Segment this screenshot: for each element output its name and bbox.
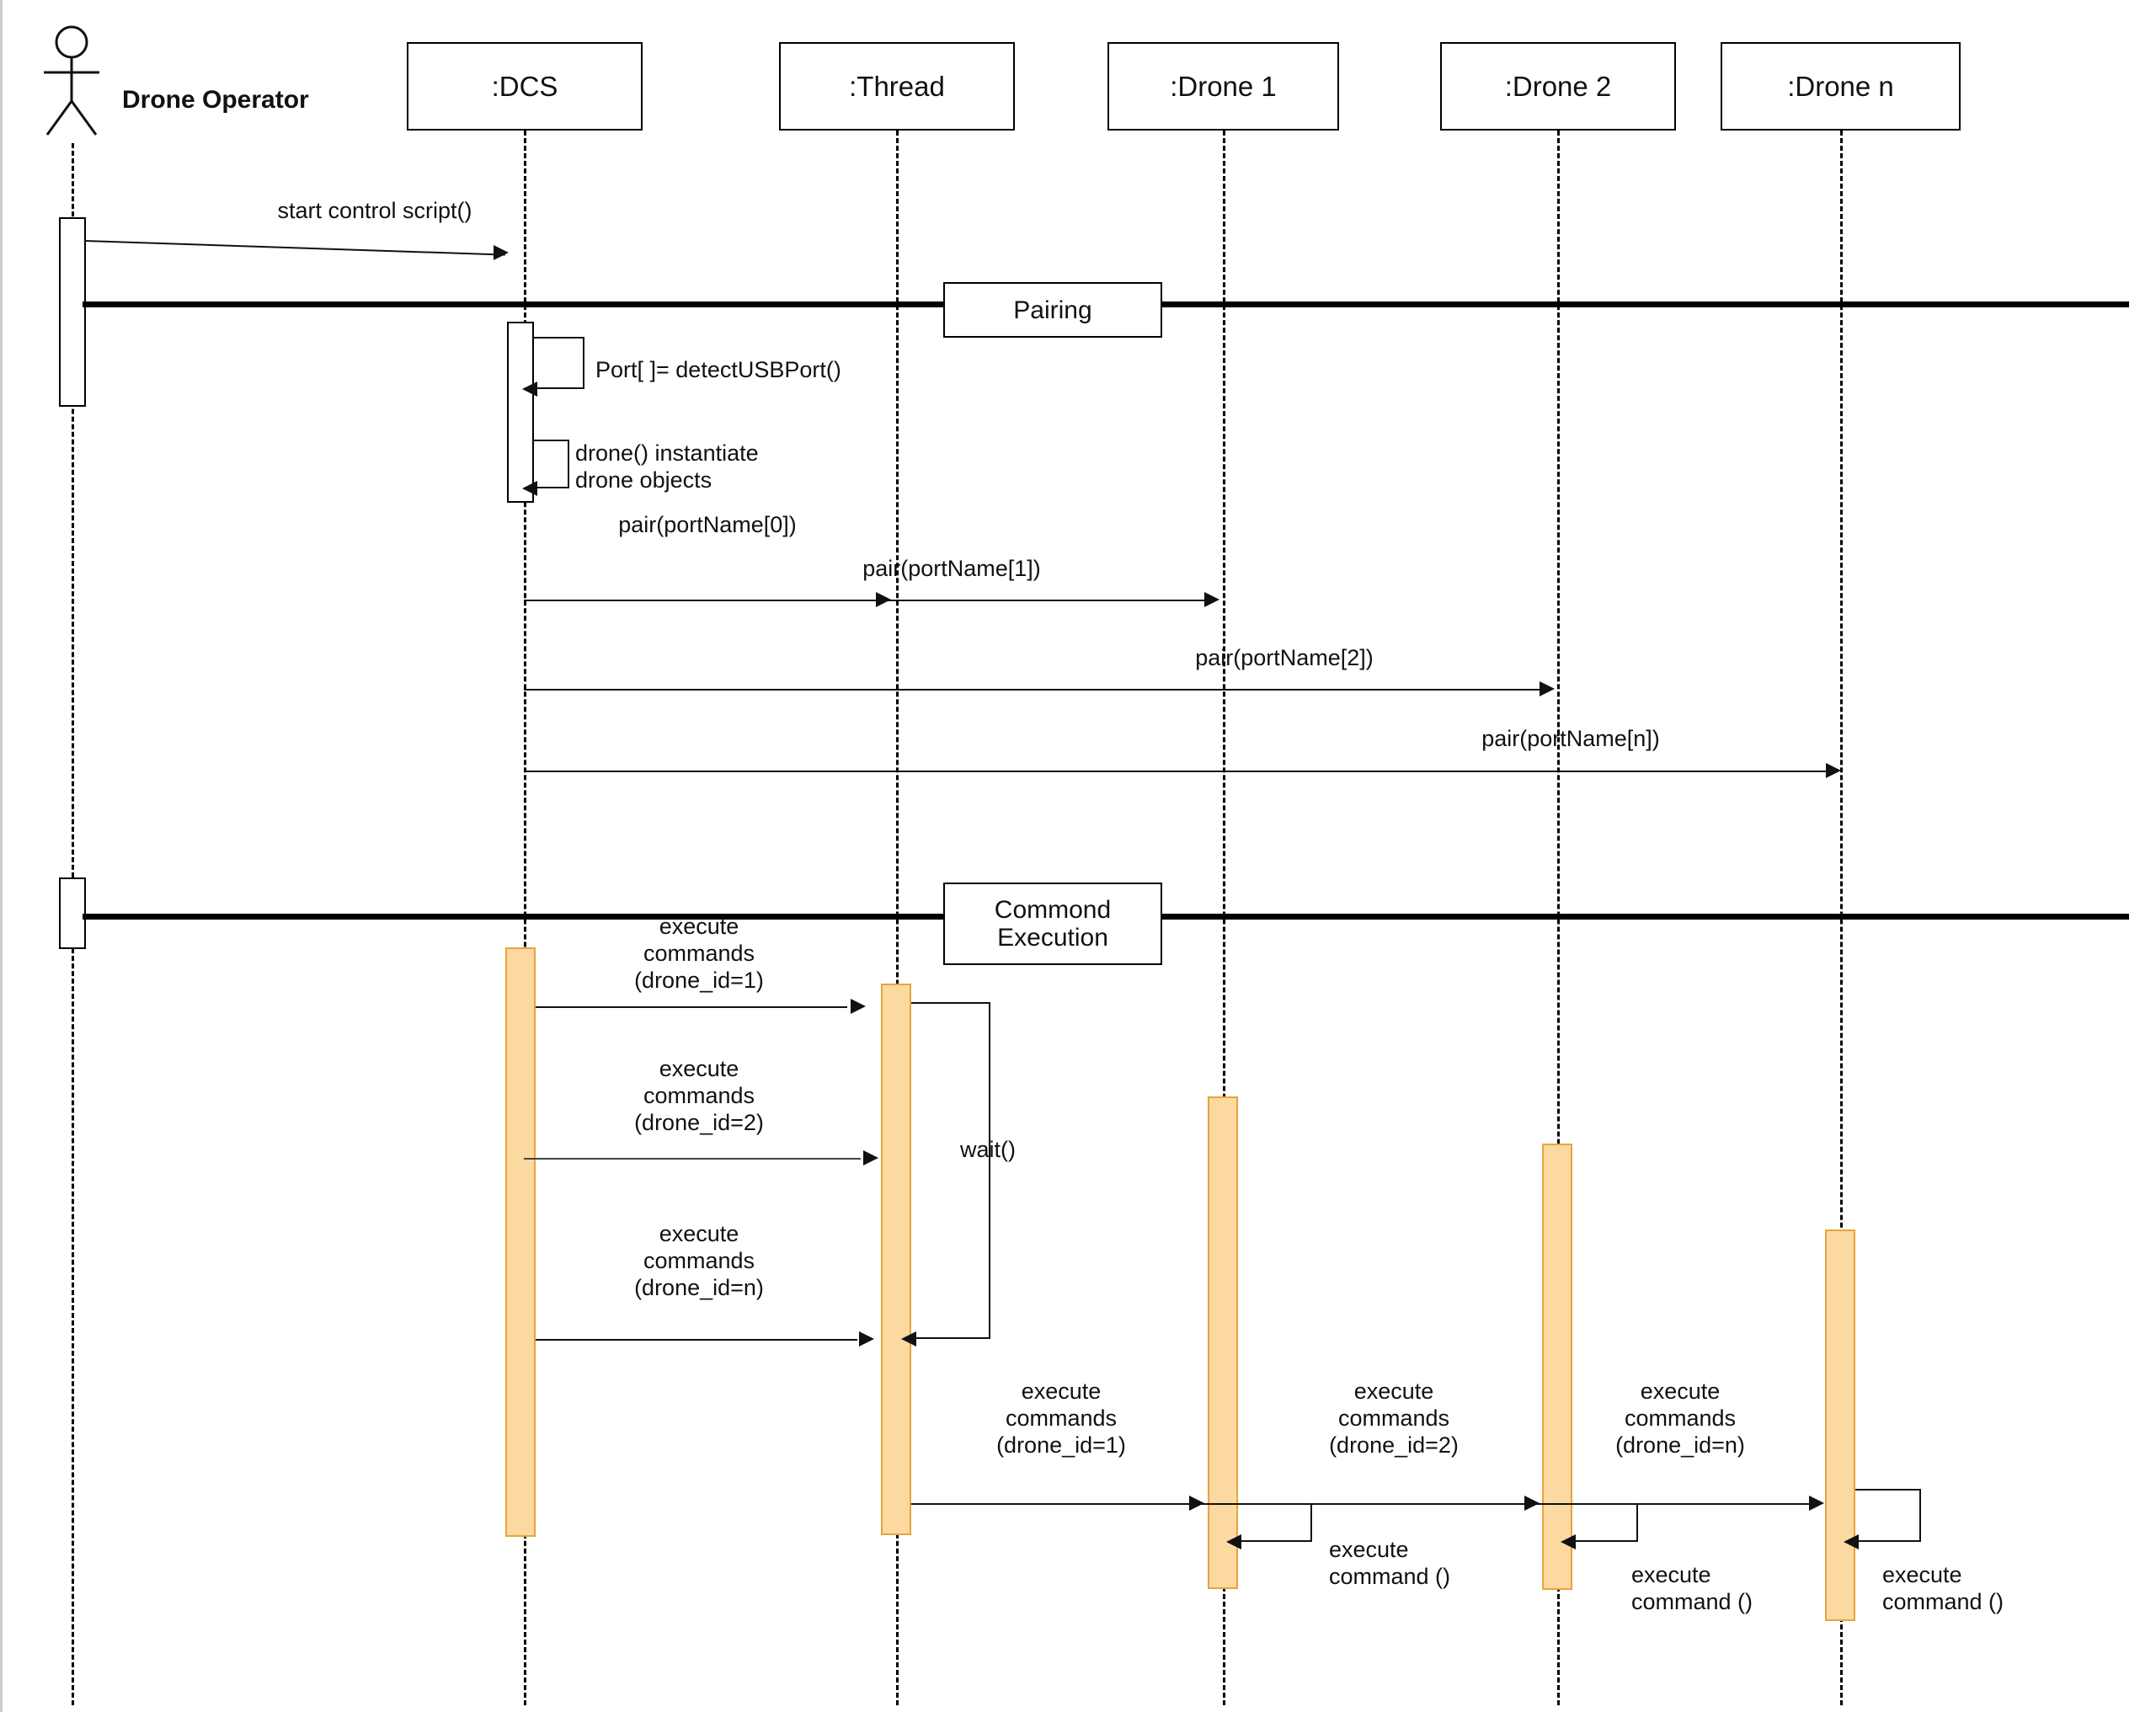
activation-dronen-execution <box>1825 1229 1855 1621</box>
message-label-execute-command-drone2: execute command () <box>1631 1562 1753 1614</box>
message-label-wait: wait() <box>960 1137 1016 1162</box>
lifeline-label-drone2: :Drone 2 <box>1504 70 1612 102</box>
arrowhead-execute-dcs-2 <box>863 1150 878 1165</box>
self-message-execute-command-drone2 <box>1572 1503 1638 1542</box>
activation-drone2-execution <box>1542 1144 1572 1590</box>
message-label-drone-instantiate: drone() instantiate drone objects <box>575 440 759 493</box>
self-message-execute-command-dronen <box>1855 1489 1921 1542</box>
lifeline-label-thread: :Thread <box>849 70 945 102</box>
actor-label: Drone Operator <box>122 86 309 114</box>
lifeline-box-drone2[interactable] <box>1440 42 1676 131</box>
activation-thread-execution <box>881 984 911 1535</box>
message-line-pair-n <box>524 771 1828 772</box>
fragment-box-pairing[interactable] <box>943 282 1162 338</box>
actor-drone-operator <box>34 24 135 141</box>
arrowhead-execute-command-drone1 <box>1226 1534 1241 1549</box>
activation-dcs-execution <box>505 947 536 1537</box>
message-line-execute-dcs-1 <box>536 1006 847 1008</box>
arrowhead-wait <box>901 1331 916 1347</box>
message-line-pair-2 <box>524 689 1541 691</box>
lifeline-box-thread[interactable] <box>779 42 1015 131</box>
actor-stick-figure-icon <box>34 24 135 141</box>
arrowhead-execute-dcs-1 <box>851 999 866 1014</box>
message-label-pair-2: pair(portName[2]) <box>1195 645 1374 670</box>
message-label-execute-dcs-1: execute commands (drone_id=1) <box>634 914 764 993</box>
arrowhead-execute-thread-dronen <box>1809 1496 1824 1511</box>
lifeline-box-drone1[interactable] <box>1107 42 1339 131</box>
activation-dcs-pairing <box>507 322 534 503</box>
message-label-execute-dcs-2: execute commands (drone_id=2) <box>634 1056 764 1135</box>
message-line-execute-dcs-n <box>536 1339 857 1341</box>
message-label-pair-0: pair(portName[0]) <box>618 512 797 537</box>
message-label-execute-thread-dronen: execute commands (drone_id=n) <box>1615 1379 1745 1458</box>
message-label-start-control-script: start control script() <box>277 198 472 223</box>
self-message-drone-instantiate <box>534 440 569 488</box>
self-message-execute-command-drone1 <box>1238 1503 1312 1542</box>
arrowhead-start-control-script <box>494 245 509 260</box>
activation-drone1-execution <box>1208 1096 1238 1589</box>
arrowhead-pair-n <box>1826 763 1841 778</box>
message-label-pair-n: pair(portName[n]) <box>1481 726 1660 751</box>
arrowhead-execute-dcs-n <box>859 1331 874 1347</box>
lifeline-box-dcs[interactable] <box>407 42 643 131</box>
lifeline-label-dcs: :DCS <box>491 70 558 102</box>
lifeline-box-dronen[interactable] <box>1721 42 1961 131</box>
lifeline-label-dronen: :Drone n <box>1787 70 1894 102</box>
message-line-execute-dcs-2 <box>524 1158 861 1160</box>
arrowhead-drone-instantiate <box>522 481 537 496</box>
fragment-box-command-execution[interactable] <box>943 883 1162 965</box>
lifeline-label-drone1: :Drone 1 <box>1170 70 1277 102</box>
message-label-detect-usb-port: Port[ ]= detectUSBPort() <box>595 357 841 382</box>
arrowhead-pair-1 <box>1204 592 1219 607</box>
message-label-execute-thread-drone1: execute commands (drone_id=1) <box>996 1379 1126 1458</box>
message-line-execute-thread-dronen <box>911 1503 1812 1505</box>
self-message-wait <box>911 1002 990 1339</box>
message-label-pair-1: pair(portName[1]) <box>862 556 1041 581</box>
message-label-execute-dcs-n: execute commands (drone_id=n) <box>634 1221 764 1300</box>
message-label-execute-command-drone1: execute command () <box>1329 1537 1451 1589</box>
self-message-detect-usb-port <box>534 337 584 389</box>
message-label-execute-command-dronen: execute command () <box>1882 1562 2004 1614</box>
fragment-label-pairing: Pairing <box>1013 296 1092 324</box>
message-line-pair-1 <box>524 600 1206 601</box>
fragment-label-command-execution: Commond Execution <box>994 896 1112 952</box>
arrowhead-pair-2 <box>1540 681 1555 696</box>
arrowhead-detect-usb-port <box>522 381 537 397</box>
message-label-execute-thread-drone2: execute commands (drone_id=2) <box>1329 1379 1459 1458</box>
arrowhead-execute-command-drone2 <box>1561 1534 1576 1549</box>
activation-operator-1 <box>59 217 86 407</box>
arrowhead-execute-command-dronen <box>1844 1534 1859 1549</box>
